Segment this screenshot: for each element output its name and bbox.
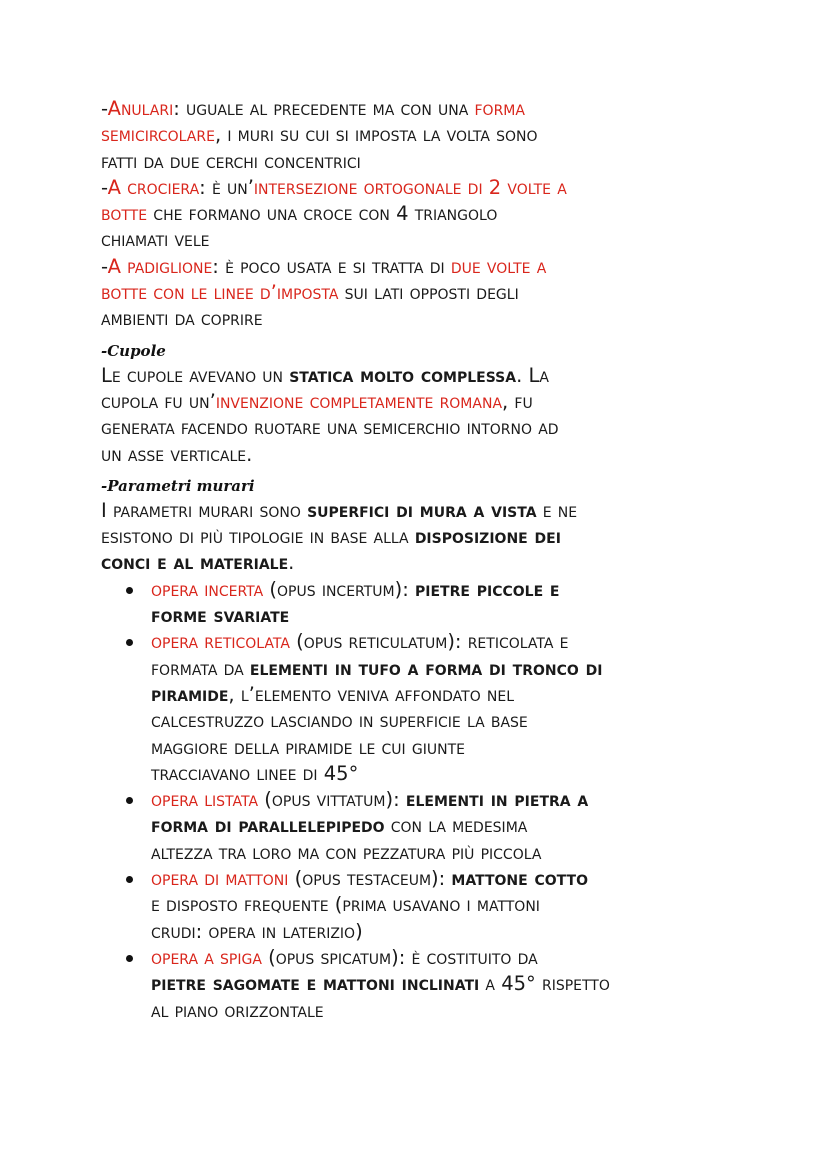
bold-text: mattone cotto — [451, 867, 588, 891]
text-line — [101, 389, 741, 415]
highlight-text: intersezione ortogonale di 2 volte a — [253, 175, 567, 199]
text-run: (opus vittatum): — [258, 788, 406, 812]
text-line — [151, 998, 741, 1024]
text-run: Le cupole avevano un — [101, 363, 290, 387]
text-line — [151, 919, 741, 945]
cupole-heading: -Cupole — [101, 341, 166, 360]
text-run: (opus spicatum): è costituito da — [261, 945, 538, 969]
opera-list — [101, 577, 741, 1024]
text-line — [101, 442, 741, 468]
bold-text: statica molto complessa — [289, 363, 517, 387]
text-line — [101, 96, 741, 122]
text-run: ambienti da coprire — [101, 307, 263, 331]
list-item-opera-a-spiga — [101, 945, 741, 1024]
term-opera-di-mattoni: opera di mattoni — [151, 867, 289, 891]
text-line — [151, 629, 741, 655]
highlight-text: invenzione completamente romana — [215, 389, 503, 413]
text-run: : uguale al precedente ma con una — [173, 97, 475, 120]
text-line — [101, 415, 741, 441]
text-run: che formano una croce con 4 triangolo — [147, 202, 498, 226]
text-line — [101, 149, 741, 175]
text-line — [151, 603, 741, 629]
highlight-text: botte con le linee d’imposta — [101, 281, 339, 305]
cupole-paragraph — [101, 363, 741, 468]
bold-text: pietre piccole e — [415, 577, 560, 601]
text-run: , i muri su cui si imposta la volta sono — [214, 123, 538, 147]
text-run: tracciavano linee di 45° — [151, 761, 359, 785]
text-line — [101, 550, 741, 576]
text-run: al piano orizzontale — [151, 998, 324, 1022]
text-line — [151, 787, 741, 813]
term-crociera: A crociera — [107, 175, 200, 199]
text-run: . — [288, 551, 295, 575]
text-run: sui lati opposti degli — [338, 281, 519, 305]
term-opera-listata: opera listata — [151, 788, 259, 812]
text-run: fatti da due cerchi concentrici — [101, 149, 361, 173]
text-run: : è un’ — [199, 175, 254, 199]
bold-text: elementi in pietra a — [405, 788, 589, 812]
text-run: con la medesima — [384, 814, 528, 838]
text-run: maggiore della piramide le cui giunte — [151, 735, 465, 759]
text-line — [101, 498, 741, 524]
text-line — [101, 175, 741, 201]
bold-text: elementi in tufo a forma di tronco di — [249, 656, 603, 680]
bold-text: conci e al materiale — [101, 551, 289, 575]
bold-text: piramide — [151, 682, 229, 706]
highlight-text: due volte a — [450, 254, 547, 278]
text-run: a 45° rispetto — [479, 972, 610, 996]
text-run: I parametri murari sono — [101, 498, 308, 522]
text-run: calcestruzzo lasciando in superficie la base — [151, 709, 528, 733]
text-line — [101, 363, 741, 389]
text-run: formata da — [151, 656, 250, 680]
highlight-text: botte — [101, 202, 148, 226]
text-line — [151, 892, 741, 918]
term-anulari: Anulari — [107, 97, 174, 120]
text-run: (opus reticulatum): reticolata e — [289, 630, 569, 654]
term-opera-a-spiga: opera a spiga — [151, 945, 262, 969]
list-item-opera-di-mattoni — [101, 866, 741, 945]
bold-text: forma di parallelepipedo — [151, 814, 385, 838]
list-item-opera-incerta — [101, 577, 741, 630]
text-run: , l’elemento veniva affondato nel — [228, 682, 515, 706]
text-run: : è poco usata e si tratta di — [212, 254, 451, 278]
text-line — [151, 656, 741, 682]
text-run: altezza tra loro ma con pezzatura più piccola — [151, 840, 542, 864]
text-run: - — [101, 97, 108, 120]
text-line — [101, 524, 741, 550]
term-padiglione: A padiglione — [107, 254, 213, 278]
text-run: - — [101, 254, 108, 278]
bold-text: pietre sagomate e mattoni inclinati — [151, 972, 480, 996]
text-line — [101, 201, 741, 227]
text-line — [151, 708, 741, 734]
text-line — [151, 866, 741, 892]
bold-text: superfici di mura a vista — [307, 498, 537, 522]
text-line — [151, 682, 741, 708]
text-run: e disposto frequente (prima usavano i mattoni — [151, 893, 540, 917]
text-run: generata facendo ruotare una semicerchio intorno ad — [101, 416, 559, 440]
term-opera-incerta: opera incerta — [151, 577, 264, 601]
text-run: chiamati vele — [101, 228, 210, 252]
list-item-opera-reticolata — [101, 629, 741, 787]
text-line — [151, 840, 741, 866]
text-run: . La — [516, 363, 549, 387]
anulari-paragraph — [101, 96, 741, 175]
text-line — [101, 280, 741, 306]
text-run: (opus testaceum): — [288, 867, 452, 891]
notes-page — [101, 96, 741, 1024]
text-line — [151, 813, 741, 839]
text-line — [151, 735, 741, 761]
parametri-paragraph — [101, 498, 741, 577]
text-line — [151, 945, 741, 971]
text-line — [101, 254, 741, 280]
text-line — [151, 577, 741, 603]
padiglione-paragraph — [101, 254, 741, 333]
text-line — [151, 971, 741, 997]
text-run: cupola fu un’ — [101, 389, 216, 413]
text-run: crudi: opera in laterizio) — [151, 919, 363, 943]
text-run: esistono di più tipologie in base alla — [101, 525, 415, 549]
list-item-opera-listata — [101, 787, 741, 866]
text-run: un asse verticale. — [101, 442, 253, 466]
bold-text: disposizione dei — [414, 525, 561, 549]
text-run: e ne — [536, 498, 578, 522]
text-line — [151, 761, 741, 787]
text-run: , fu — [502, 389, 533, 413]
text-line — [101, 227, 741, 253]
text-run: - — [101, 175, 108, 199]
highlight-text: forma — [474, 97, 525, 120]
term-opera-reticolata: opera reticolata — [151, 630, 290, 654]
crociera-paragraph — [101, 175, 741, 254]
parametri-heading: -Parametri murari — [101, 476, 255, 495]
highlight-text: semicircolare — [101, 123, 215, 147]
text-run: (opus incertum): — [263, 577, 416, 601]
bold-text: forme svariate — [151, 604, 290, 628]
text-line — [101, 122, 741, 148]
text-line — [101, 306, 741, 332]
